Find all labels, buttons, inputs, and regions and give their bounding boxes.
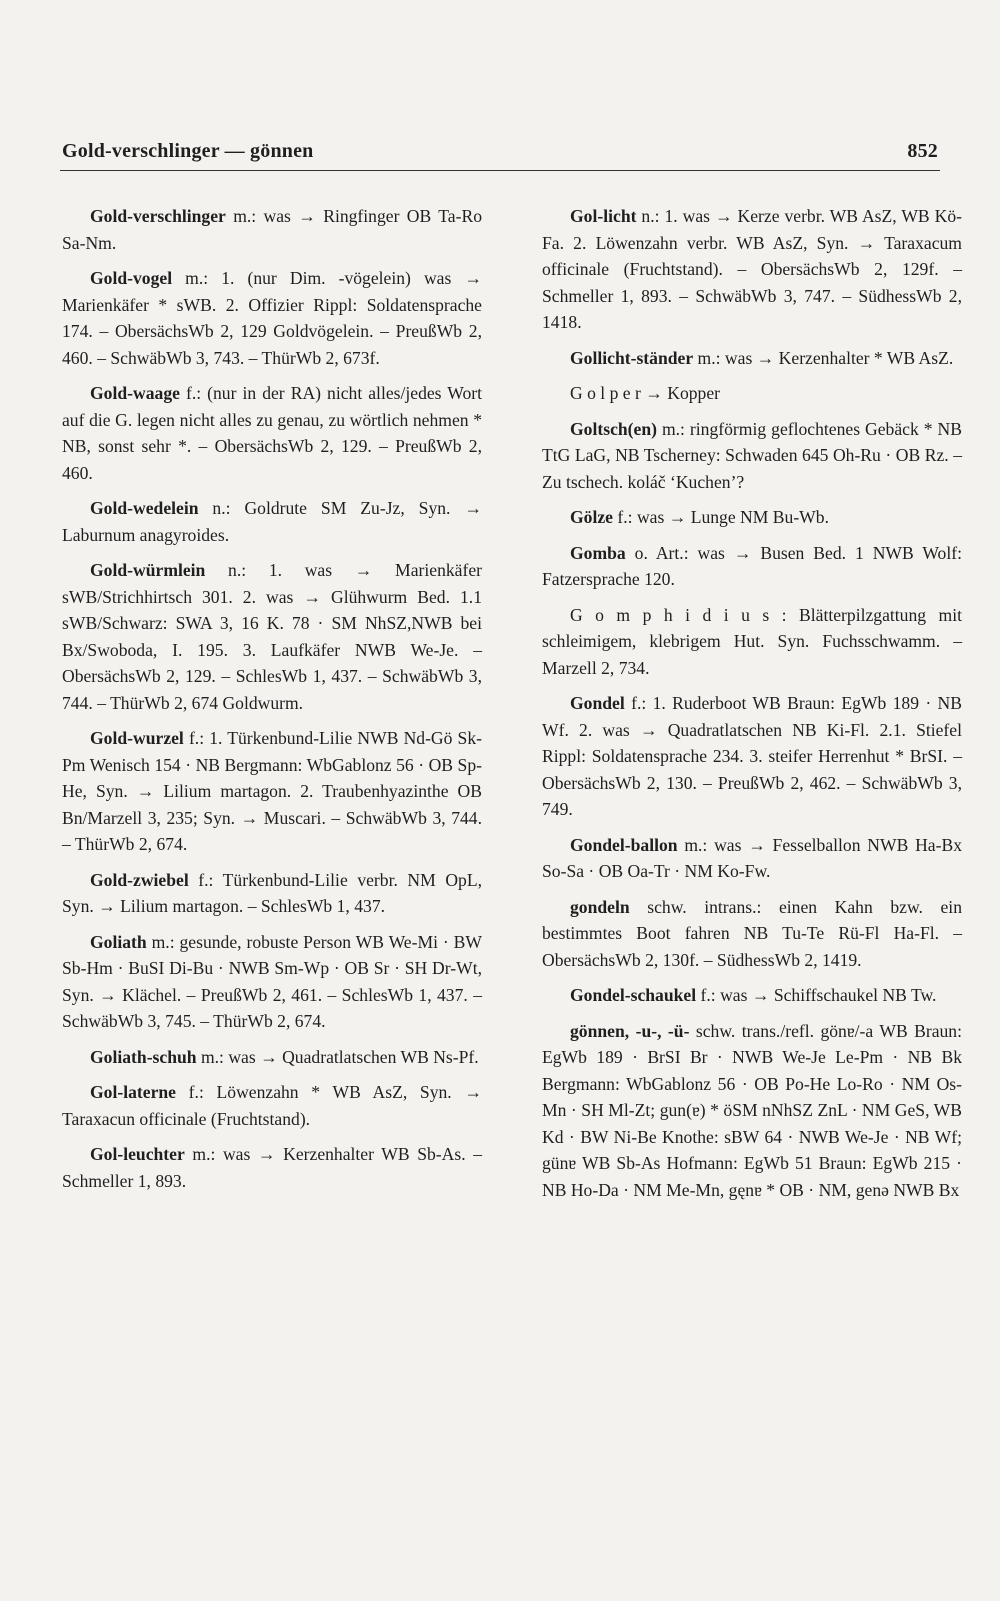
entry-headword: Gölze	[570, 507, 613, 527]
entry-headword: Goliath	[90, 931, 147, 952]
entry-headword: Gold-wedelein	[90, 498, 199, 518]
entry-headword: Gol-licht	[570, 206, 637, 226]
dictionary-entry	[542, 345, 962, 372]
entry-headword: Gold-verschlinger	[90, 206, 226, 226]
dictionary-entry	[62, 265, 482, 371]
dictionary-entry	[542, 602, 962, 682]
entry-headword: Gondel	[570, 693, 625, 713]
dictionary-entry	[62, 380, 482, 486]
header-rule	[60, 170, 940, 171]
entry-headword: Gollicht-ständer	[570, 347, 694, 368]
entry-headword: Gol-laterne	[90, 1082, 176, 1102]
dictionary-entry	[542, 504, 962, 531]
entry-text: f.: 1. Ruderboot WB Braun: EgWb 189 · NB Wf. 2. was → Quadratlatschen NB Ki-Fl. 2.1. Stiefel Rippl: Soldatensprache 234. 3. steifer Herrenhut * BrSI. – ObersächsWb 2, 130. – PreußWb 2, 462. – SchwäbWb 3, 749.	[542, 693, 962, 819]
entry-text: m.: was → Kerzenhalter * WB AsZ.	[693, 347, 954, 368]
entry-text: n.: 1. was → Marienkäfer sWB/Strichhirtsch 301. 2. was → Glühwurm Bed. 1.1 sWB/Schwarz: SWA 3, 16 K. 78 · SM NhSZ,NWB bei Bx/Swoboda, I. 195. 3. Laufkäfer NWB We-Je. – ObersächsWb 2, 129. – SchlesWb 1, 437. – SchwäbWb 3, 744. – ThürWb 2, 674 Goldwurm.	[62, 560, 482, 713]
entry-text: f.: was → Lunge NM Bu-Wb.	[613, 507, 829, 527]
running-head-title: Gold-verschlinger — gönnen	[62, 140, 314, 162]
entry-text: m.: ringförmig geflochtenes Gebäck * NB TtG LaG, NB Tscherney: Schwaden 645 Oh-Ru · OB Rz. – Zu tschech. koláč ‘Kuchen’?	[542, 418, 962, 492]
dictionary-entry	[62, 867, 482, 920]
dictionary-entry	[62, 1141, 482, 1194]
entry-text: f.: was → Schiffschaukel NB Tw.	[696, 985, 937, 1005]
right-column	[542, 203, 962, 1212]
dictionary-entry	[62, 1079, 482, 1132]
entry-text: m.: 1. (nur Dim. -vögelein) was → Marienkäfer * sWB. 2. Offizier Rippl: Soldatensprache 174. – ObersächsWb 2, 129 Goldvögelein. – PreußWb 2, 460. – SchwäbWb 3, 743. – ThürWb 2, 673f.	[62, 268, 482, 368]
entry-headword: Gold-zwiebel	[90, 869, 189, 890]
dictionary-entry	[62, 495, 482, 548]
dictionary-entry	[542, 380, 962, 407]
entry-text: f.: Löwenzahn * WB AsZ, Syn. → Taraxacun officinale (Fruchtstand).	[62, 1082, 482, 1129]
dictionary-entry	[542, 894, 962, 974]
entry-text: o. Art.: was → Busen Bed. 1 NWB Wolf: Fatzersprache 120.	[542, 542, 962, 589]
entry-text: G o m p h i d i u s : Blätterpilzgattung mit schleimigem, klebrigem Hut. Syn. Fuchsschwamm. – Marzell 2, 734.	[542, 604, 962, 678]
dictionary-entry	[542, 203, 962, 336]
entry-headword: Gold-würmlein	[90, 560, 206, 580]
dictionary-entry	[62, 203, 482, 256]
entry-text: n.: Goldrute SM Zu-Jz, Syn. → Laburnum anagyroides.	[62, 498, 482, 545]
entry-text: f.: Türkenbund-Lilie verbr. NM OpL, Syn. → Lilium martagon. – SchlesWb 1, 437.	[62, 869, 482, 916]
dictionary-entry	[542, 540, 962, 593]
entry-text: G o l p e r → Kopper	[570, 383, 721, 403]
entry-headword: Gold-waage	[90, 383, 180, 403]
entry-headword: Gondel-ballon	[570, 834, 678, 855]
entry-text: m.: was → Fesselballon NWB Ha-Bx So-Sa · OB Oa-Tr · NM Ko-Fw.	[542, 834, 962, 881]
entry-headword: Gol-leuchter	[90, 1144, 185, 1164]
entry-headword: Gomba	[570, 542, 626, 563]
entry-headword: Gold-vogel	[90, 268, 173, 288]
left-column	[62, 203, 482, 1203]
entry-text: m.: was → Kerzenhalter WB Sb-As. – Schmeller 1, 893.	[62, 1144, 482, 1191]
entry-text: schw. intrans.: einen Kahn bzw. ein bestimmtes Boot fahren NB Tu-Te Rü-Fl Ha-Fl. – ObersächsWb 2, 130f. – SüdhessWb 2, 1419.	[542, 896, 962, 970]
running-head	[62, 140, 938, 163]
entry-headword: gondeln	[570, 896, 630, 917]
entry-headword: gönnen, -u-, -ü-	[570, 1020, 690, 1041]
entry-text: m.: was → Quadratlatschen WB Ns-Pf.	[196, 1046, 479, 1067]
entry-headword: Goltsch(en)	[570, 418, 657, 439]
dictionary-entry	[62, 725, 482, 858]
entry-headword: Gondel-schaukel	[570, 985, 697, 1005]
dictionary-entry	[542, 690, 962, 823]
entry-text: n.: 1. was → Kerze verbr. WB AsZ, WB Kö-Fa. 2. Löwenzahn verbr. WB AsZ, Syn. → Taraxacum officinale (Fruchtstand). – ObersächsWb 2, 129f. – Schmeller 1, 893. – SchwäbWb 3, 747. – SüdhessWb 2, 1418.	[542, 206, 962, 332]
dictionary-entry	[542, 1018, 962, 1204]
entry-headword: Goliath-schuh	[90, 1046, 197, 1067]
entry-text: schw. trans./refl. gönɐ/-a WB Braun: EgWb 189 · BrSI Br · NWB We-Je Le-Pm · NB Bk Bergmann: WbGablonz 56 · OB Po-He Lo-Ro · NM Os-Mn · SH Ml-Zt; gun(ɐ) * öSM nNhSZ ZnL · NM GeS, WB Kd · BW Ni-Be Knothe: sBW 64 · NWB We-Je · NB Wf; günɐ WB Sb-As Hofmann: EgWb 51 Braun: EgWb 215 · NB Ho-Da · NM Me-Mn, gęnɐ * OB · NM, genə NWB Bx	[542, 1020, 962, 1200]
entry-headword: Gold-wurzel	[90, 728, 184, 748]
entry-text: f.: 1. Türkenbund-Lilie NWB Nd-Gö Sk-Pm Wenisch 154 · NB Bergmann: WbGablonz 56 · OB Sp-He, Syn. → Lilium martagon. 2. Traubenhyazinthe OB Bn/Marzell 3, 235; Syn. → Muscari. – SchwäbWb 3, 744. – ThürWb 2, 674.	[62, 728, 482, 854]
entry-text: m.: was → Ringfinger OB Ta-Ro Sa-Nm.	[62, 206, 482, 253]
dictionary-entry	[542, 416, 962, 496]
dictionary-entry	[62, 557, 482, 716]
entry-text: f.: (nur in der RA) nicht alles/jedes Wort auf die G. legen nicht alles zu genau, zu wörtlich nehmen * NB, sonst sehr *. – ObersächsWb 2, 129. – PreußWb 2, 460.	[62, 383, 482, 483]
page-number: 852	[907, 140, 938, 162]
dictionary-entry	[542, 832, 962, 885]
dictionary-entry	[542, 982, 962, 1009]
dictionary-entry	[62, 929, 482, 1035]
entry-text: m.: gesunde, robuste Person WB We-Mi · BW Sb-Hm · BuSI Di-Bu · NWB Sm-Wp · OB Sr · SH Dr-Wt, Syn. → Klächel. – PreußWb 2, 461. – SchlesWb 1, 437. – SchwäbWb 3, 745. – ThürWb 2, 674.	[62, 931, 482, 1031]
dictionary-entry	[62, 1044, 482, 1071]
